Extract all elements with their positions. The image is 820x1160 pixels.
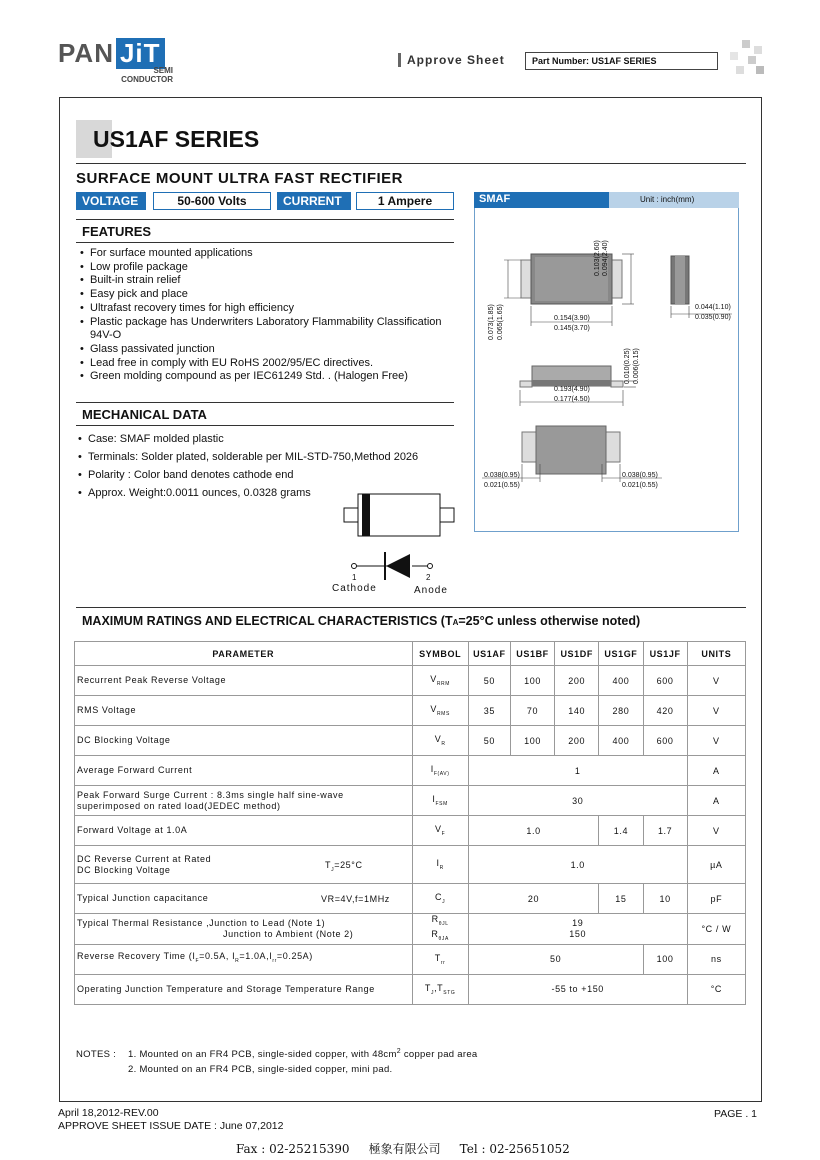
note-1-sup: 2 [396, 1048, 401, 1055]
symbol-sub: R [439, 864, 444, 871]
table-row [75, 944, 746, 974]
decorative-squares [726, 40, 766, 80]
symbol-main: R [431, 928, 439, 939]
feature-item-continued: 94V-O [90, 329, 122, 342]
unit-cell: A [687, 756, 745, 786]
value-cell [468, 914, 687, 945]
table-row [75, 816, 746, 846]
symbol-sub: FSM [435, 800, 448, 807]
dim-label-d7a: 0.038(0.95) [484, 472, 520, 479]
symbol-sub: θJL [438, 920, 449, 927]
cond-value: =25°C [334, 860, 363, 870]
mechanical-bottom-rule [76, 425, 454, 426]
symbol-main: ,T [434, 982, 444, 993]
unit-cell: V [687, 696, 745, 726]
param-cell [75, 786, 413, 816]
value-cell: 280 [599, 696, 643, 726]
package-name: SMAF [474, 192, 609, 208]
condition-text: VR=4V,f=1MHz [321, 894, 390, 904]
param-line: superimposed on rated load(JEDEC method) [77, 800, 281, 811]
unit-cell: °C [687, 974, 745, 1004]
part-number-box [525, 52, 718, 70]
symbol-main: T [424, 982, 431, 993]
col-header: US1JF [643, 642, 687, 666]
value-cell: 30 [468, 786, 687, 816]
pin2-dot [428, 564, 433, 569]
value-line: 19 [572, 917, 584, 928]
contact-line: Fax : 02-25215390 極象有限公司 Tel : 02-25651052 [236, 1142, 570, 1156]
value-cell: 20 [468, 884, 599, 914]
feature-item: • Green molding compound as per IEC61249 Std. . (Halogen Free) [80, 370, 460, 384]
param-sub: R [235, 957, 240, 964]
table-header-row [75, 642, 746, 666]
param-cell: Operating Junction Temperature and Storage Temperature Range [75, 974, 413, 1004]
symbol-sub: STG [443, 989, 456, 996]
param-line: DC Reverse Current at Rated [77, 853, 212, 864]
voltage-value: 50-600 Volts [153, 192, 271, 210]
symbol-main: V [430, 704, 437, 715]
value-cell: 50 [468, 666, 510, 696]
title-divider [76, 163, 746, 164]
param-text: Typical Junction capacitance [77, 893, 209, 903]
voltage-tag: VOLTAGE [76, 192, 146, 210]
param-text: =0.5A, I [199, 951, 236, 962]
note-1-text: 1. Mounted on an FR4 PCB, single-sided copper, with 48cm [128, 1049, 397, 1061]
table-row [75, 974, 746, 1004]
value-cell: 100 [643, 944, 687, 974]
value-cell: 1.0 [468, 816, 599, 846]
approve-sheet-label: Approve Sheet [398, 53, 505, 67]
feature-item: • Plastic package has Underwriters Laboratory Flammability Classification [80, 316, 460, 330]
ratings-title [82, 614, 640, 628]
page-title: US1AF SERIES [93, 126, 260, 152]
symbol-sub: R [441, 740, 446, 747]
package-unit: Unit : inch(mm) [640, 195, 695, 204]
feature-item: • Built-in strain relief [80, 274, 460, 288]
cond-t: T [325, 860, 332, 870]
diode-triangle-icon [386, 554, 410, 578]
param-cell: DC Blocking Voltage [75, 726, 413, 756]
value-cell: 100 [510, 726, 554, 756]
value-cell: 50 [468, 944, 643, 974]
anode-label: Anode [414, 585, 448, 596]
symbol-cell [412, 884, 468, 914]
symbol-main: R [431, 914, 439, 924]
value-cell: 400 [599, 726, 643, 756]
param-sub: rr [272, 957, 277, 964]
note-line-2: 2. Mounted on an FR4 PCB, single-sided copper, mini pad. [128, 1064, 393, 1076]
logo-sub-semi: SEMI [153, 66, 173, 75]
value-cell: 600 [643, 666, 687, 696]
mechanical-item: • Polarity : Color band denotes cathode end [78, 466, 468, 484]
symbol-sub: θJA [438, 935, 449, 942]
part-number-label: Part Number: [532, 56, 590, 66]
symbol-cell [412, 846, 468, 884]
table-row [75, 726, 746, 756]
feature-item: • Lead free in comply with EU RoHS 2002/95/EC directives. [80, 357, 460, 371]
feature-item: • Easy pick and place [80, 288, 460, 302]
value-cell: 200 [555, 666, 599, 696]
dim-label-d5b: 0.006(0.15) [633, 348, 640, 384]
param-cell [75, 944, 413, 974]
feature-item: • Low profile package [80, 261, 460, 275]
value-cell: 50 [468, 726, 510, 756]
dim-label-d3a: 0.154(3.90) [554, 315, 590, 322]
unit-cell: A [687, 786, 745, 816]
symbol-sub: J [442, 898, 446, 905]
param-line: Junction to Ambient (Note 2) [223, 928, 354, 939]
dim-label-d7b: 0.021(0.55) [484, 482, 520, 489]
symbol-sub: RRM [436, 680, 451, 687]
mechanical-item: • Terminals: Solder plated, solderable per MIL-STD-750,Method 2026 [78, 448, 468, 466]
pin1-label: 1 [352, 573, 357, 582]
col-header: US1AF [468, 642, 510, 666]
param-cell [75, 846, 413, 884]
value-cell: 1 [468, 756, 687, 786]
mechanical-top-rule [76, 402, 454, 403]
value-cell: 10 [643, 884, 687, 914]
dim-label-d1a: 0.103(2.60) [594, 240, 601, 276]
table-row [75, 914, 746, 945]
ratings-title-tail: =25°C unless otherwise noted) [458, 614, 641, 628]
dim-label-d4a: 0.044(1.10) [695, 304, 731, 311]
symbol-main: I [436, 858, 440, 869]
package-right-lead [440, 508, 454, 522]
dim-label-d1b: 0.094(2.40) [602, 240, 609, 276]
symbol-cell [412, 944, 468, 974]
table-row [75, 884, 746, 914]
symbol-main: V [434, 734, 442, 745]
notes-section [76, 1044, 478, 1077]
symbol-main: V [430, 674, 437, 685]
symbol-cell [412, 726, 468, 756]
condition-text [325, 860, 363, 876]
symbol-sub: rr [440, 959, 446, 966]
symbol-cell [412, 816, 468, 846]
symbol-sub: RMS [436, 710, 450, 717]
unit-cell: °C / W [687, 914, 745, 945]
unit-cell: V [687, 816, 745, 846]
param-cell: Forward Voltage at 1.0A [75, 816, 413, 846]
value-cell: -55 to +150 [468, 974, 687, 1004]
dim-label-d6b: 0.177(4.50) [554, 396, 590, 403]
table-row [75, 786, 746, 816]
param-text: Reverse Recovery Time (I [77, 951, 196, 962]
symbol-cell [412, 696, 468, 726]
revision-text: April 18,2012-REV.00 [58, 1107, 159, 1119]
symbol-sub: J [430, 989, 435, 996]
unit-cell: pF [687, 884, 745, 914]
issue-date-text: APPROVE SHEET ISSUE DATE : June 07,2012 [58, 1120, 284, 1132]
cond-sub: J [331, 866, 335, 873]
unit-cell: V [687, 666, 745, 696]
logo-text-jit: JiT [116, 38, 165, 69]
value-cell: 420 [643, 696, 687, 726]
value-cell: 70 [510, 696, 554, 726]
package-body [358, 494, 440, 536]
value-cell: 1.0 [468, 846, 687, 884]
package-outline-drawing [340, 488, 460, 598]
col-header: SYMBOL [412, 642, 468, 666]
current-value: 1 Ampere [356, 192, 454, 210]
symbol-cell [412, 914, 468, 945]
pin1-dot [352, 564, 357, 569]
pin2-label: 2 [426, 573, 431, 582]
value-cell: 1.4 [599, 816, 643, 846]
features-title: FEATURES [82, 224, 152, 239]
value-cell: 400 [599, 666, 643, 696]
symbol-cell [412, 786, 468, 816]
company-logo [58, 38, 165, 69]
current-tag: CURRENT [277, 192, 351, 210]
symbol-line [415, 914, 466, 929]
dim-label-d2b: 0.065(1.65) [497, 304, 504, 340]
param-cell [75, 884, 413, 914]
value-cell: 600 [643, 726, 687, 756]
note-line-1 [76, 1044, 478, 1062]
mechanical-item: • Case: SMAF molded plastic [78, 430, 468, 448]
cathode-label: Cathode [332, 583, 377, 594]
value-cell: 35 [468, 696, 510, 726]
param-line: Peak Forward Surge Current : 8.3ms single half sine-wave [77, 789, 344, 800]
col-header: PARAMETER [75, 642, 413, 666]
dim-bottom-body [536, 426, 606, 474]
features-bottom-rule [76, 242, 454, 243]
unit-cell: V [687, 726, 745, 756]
symbol-main: I [430, 764, 434, 775]
value-cell: 1.7 [643, 816, 687, 846]
feature-item: • Glass passivated junction [80, 343, 460, 357]
param-cell: RMS Voltage [75, 696, 413, 726]
symbol-cell [412, 666, 468, 696]
logo-text-pan: PAN [58, 38, 114, 68]
value-cell: 200 [555, 726, 599, 756]
param-cell: Recurrent Peak Reverse Voltage [75, 666, 413, 696]
symbol-main: I [432, 794, 436, 805]
feature-item: • For surface mounted applications [80, 247, 460, 261]
unit-cell: ns [687, 944, 745, 974]
param-text: =0.25A) [276, 951, 313, 962]
param-cell: Average Forward Current [75, 756, 413, 786]
param-text: =1.0A,I [239, 951, 273, 962]
mechanical-title: MECHANICAL DATA [82, 407, 207, 422]
dim-label-d8a: 0.038(0.95) [622, 472, 658, 479]
value-line: 150 [569, 928, 587, 939]
notes-label: NOTES : [76, 1049, 117, 1061]
param-sub: F [195, 957, 200, 964]
note-1-tail: copper pad area [400, 1049, 478, 1061]
part-number-value: US1AF SERIES [591, 56, 657, 66]
table-row [75, 756, 746, 786]
symbol-main: T [434, 952, 441, 963]
table-row [75, 846, 746, 884]
col-header: US1GF [599, 642, 643, 666]
symbol-line [415, 929, 466, 944]
cathode-band [362, 494, 370, 536]
dim-label-d6a: 0.193(4.90) [554, 386, 590, 393]
param-line: DC Blocking Voltage [77, 864, 171, 875]
unit-cell: µA [687, 846, 745, 884]
symbol-cell [412, 974, 468, 1004]
features-list [80, 247, 460, 384]
table-row [75, 696, 746, 726]
dim-label-d4b: 0.035(0.90) [695, 314, 731, 321]
dim-label-d8b: 0.021(0.55) [622, 482, 658, 489]
mechanical-item: • Approx. Weight:0.0011 ounces, 0.0328 grams [78, 484, 468, 502]
ratings-table [74, 641, 746, 1005]
symbol-main: C [435, 892, 443, 903]
symbol-sub: F [441, 830, 446, 837]
value-cell: 15 [599, 884, 643, 914]
package-left-lead [344, 508, 358, 522]
param-cell [75, 914, 413, 945]
value-cell: 100 [510, 666, 554, 696]
ratings-title-text: MAXIMUM RATINGS AND ELECTRICAL CHARACTERISTICS (T [82, 614, 453, 628]
logo-subtitle [118, 66, 173, 84]
dim-label-d5a: 0.010(0.25) [624, 348, 631, 384]
col-header: US1DF [555, 642, 599, 666]
ratings-title-sub: A [452, 618, 459, 627]
table-row [75, 666, 746, 696]
symbol-cell [412, 756, 468, 786]
dim-label-d3b: 0.145(3.70) [554, 325, 590, 332]
feature-item: • Ultrafast recovery times for high efficiency [80, 302, 460, 316]
symbol-main: V [434, 824, 442, 835]
dim-label-d2a: 0.073(1.85) [488, 304, 495, 340]
symbol-sub: F(AV) [433, 770, 450, 777]
col-header: US1BF [510, 642, 554, 666]
page-number: PAGE . 1 [714, 1108, 757, 1120]
ratings-top-rule [76, 607, 746, 608]
col-header: UNITS [687, 642, 745, 666]
product-subtitle: SURFACE MOUNT ULTRA FAST RECTIFIER [76, 170, 403, 187]
features-top-rule [76, 219, 454, 220]
value-cell: 140 [555, 696, 599, 726]
logo-sub-conductor: CONDUCTOR [121, 75, 173, 84]
param-line: Typical Thermal Resistance ,Junction to Lead (Note 1) [77, 917, 326, 928]
